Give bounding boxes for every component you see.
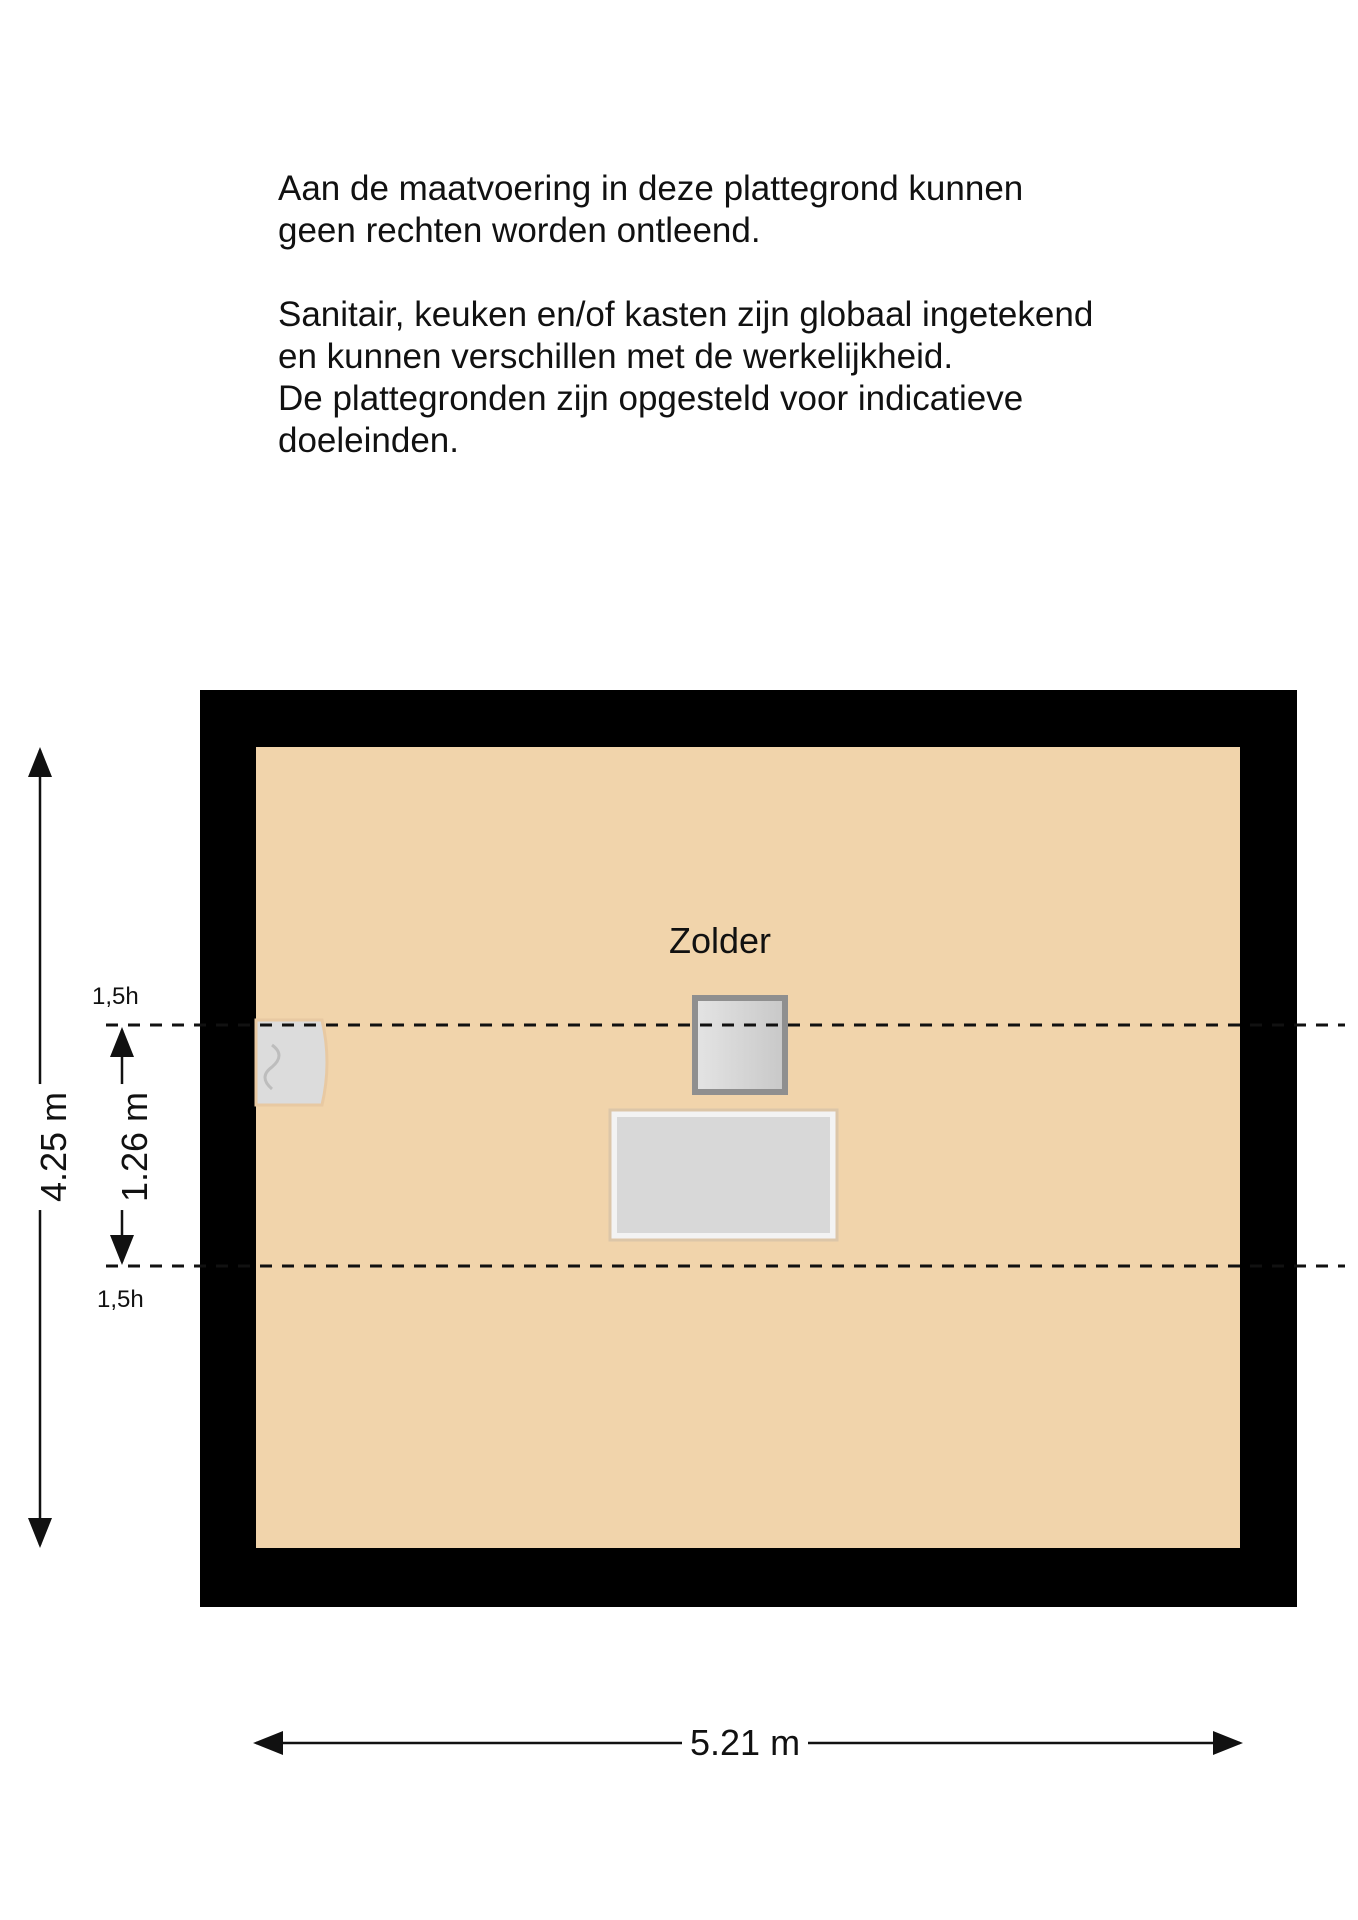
height-label-top: 1,5h [92,983,139,1010]
chimney [695,998,785,1092]
disclaimer-paragraph-2: Sanitair, keuken en/of kasten zijn globaal ingetekend en kunnen verschillen met de werkelijkheid. De plattegronden zijn opgesteld voor indicatieve doeleinden. [278,295,1094,460]
room-label-zolder: Zolder [668,920,772,961]
height-label-bottom: 1,5h [97,1286,144,1313]
width-dimension-label: 5.21 m [682,1722,808,1764]
disclaimer-paragraph-1: Aan de maatvoering in deze plattegrond kunnen geen rechten worden ontleend. [278,169,1024,250]
wall-fixture [256,1020,327,1105]
headroom-dimension-label: 1.26 m [114,1084,156,1210]
roof-hatch [617,1117,830,1233]
depth-dimension-label: 4.25 m [33,1084,75,1210]
